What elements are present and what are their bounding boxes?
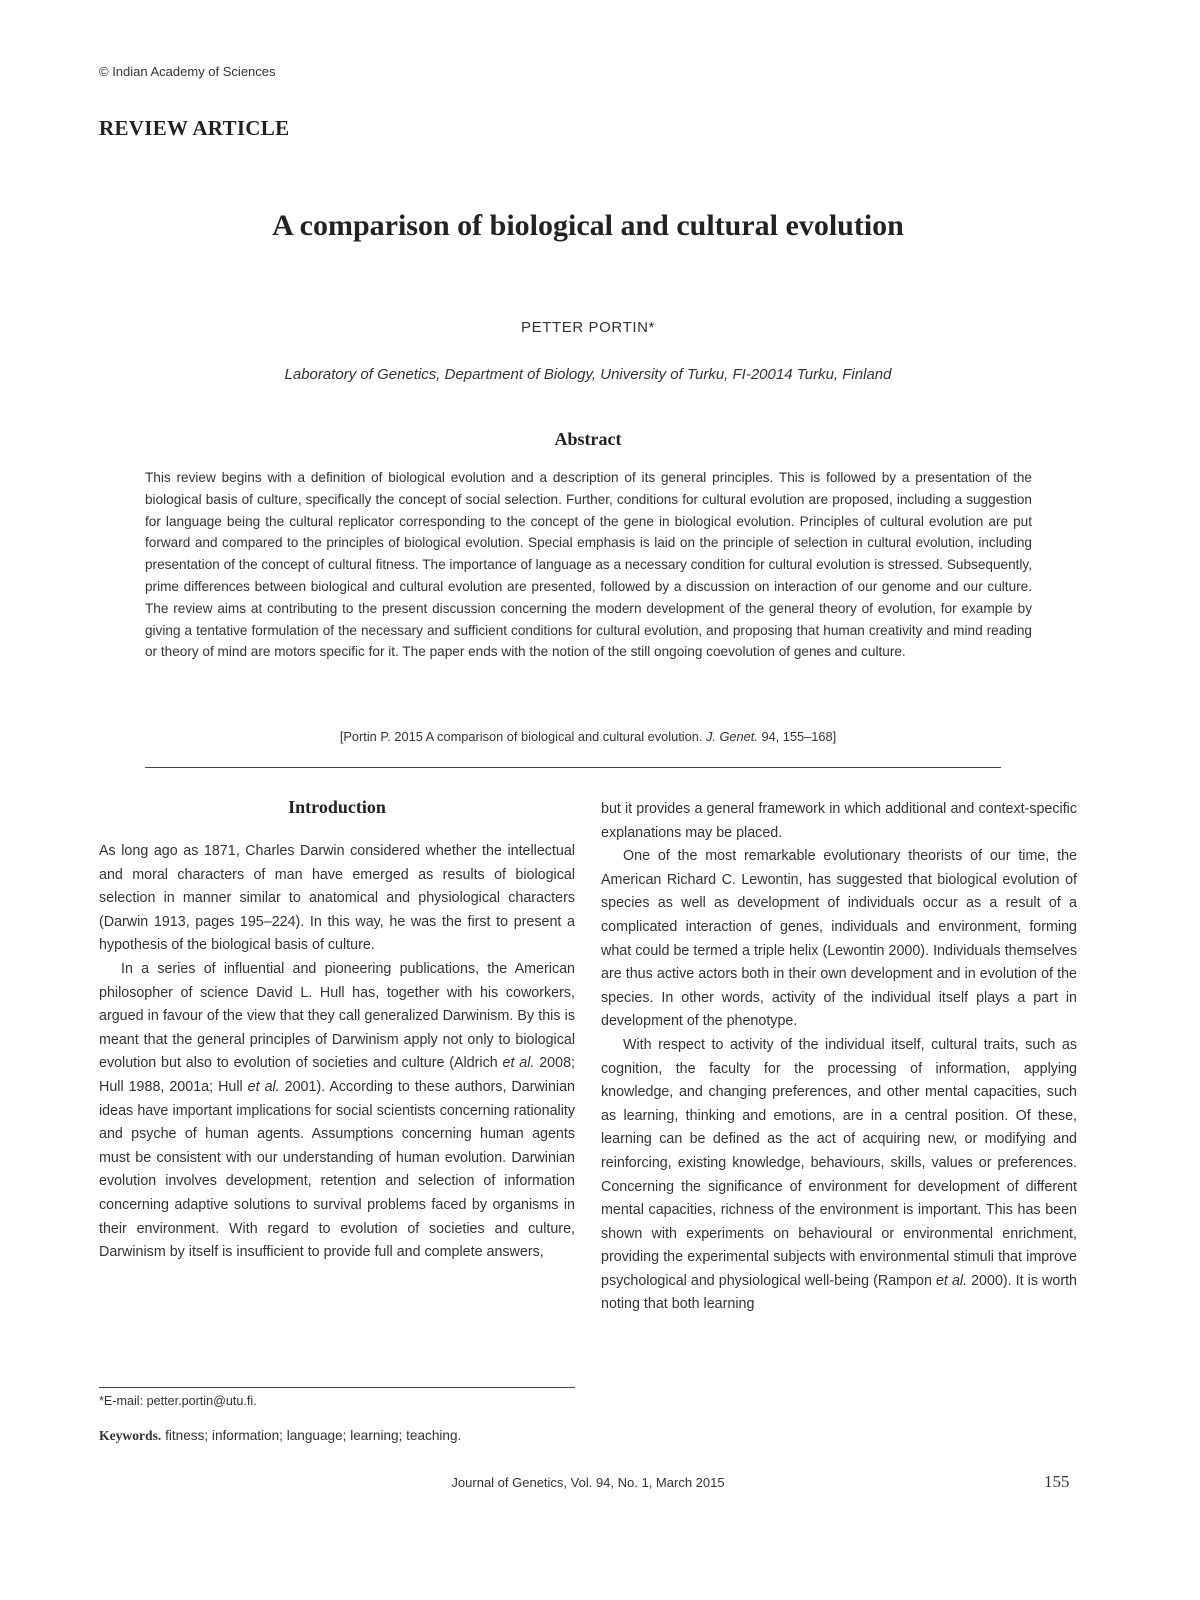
footnote-divider [99, 1387, 575, 1388]
paragraph [601, 1034, 1077, 1317]
paragraph: As long ago as 1871, Charles Darwin considered whether the intellectual and moral characters of man have emerged as results of biological selection in manner similar to anatomical and physiological characters (Darwin 1913, pages 195–224). In this way, he was the first to present a hypothesis of the biological basis of culture. [99, 843, 575, 954]
paragraph [99, 958, 575, 1265]
text-span: 2008; Hull 1988, 2001a; Hull [99, 1055, 576, 1095]
email-footnote: *E-mail: petter.portin@utu.fi. [99, 1394, 257, 1408]
et-al: et al. [935, 1272, 968, 1289]
et-al: et al. [502, 1055, 535, 1072]
section-heading-introduction: Introduction [288, 797, 386, 817]
divider [145, 767, 1001, 768]
text-span: In a series of influential and pioneering publications, the American philosopher of science David L. Hull has, together with his coworkers, argued in favour of the view that they call generalized Darwinism. By this is meant that the general principles of Darwinism apply not only to biological evolution but also to evolution of societies and culture (Aldrich [99, 960, 575, 1072]
journal-footer: Journal of Genetics, Vol. 94, No. 1, March 2015 [451, 1475, 725, 1490]
keywords-list: fitness; information; language; learning; teaching. [161, 1428, 462, 1443]
keywords [99, 1428, 461, 1444]
citation [0, 729, 1176, 744]
citation-post: 94, 155–168] [757, 729, 837, 744]
abstract-heading: Abstract [554, 429, 622, 449]
left-column [99, 840, 575, 1265]
citation-journal: J. Genet. [705, 729, 758, 744]
paper-title: A comparison of biological and cultural evolution [272, 209, 904, 242]
paragraph: but it provides a general framework in which additional and context-specific explanations may be placed. [601, 801, 1077, 841]
text-span: 2001). According to these authors, Darwinian ideas have important implications for social scientists concerning rationality and psyche of human agents. Assumptions concerning human agents must be consistent with our understanding of human evolution. Darwinian evolution involves development, retention and selection of information concerning adaptive solutions to survival problems faced by organisms in their environment. With regard to evolution of societies and culture, Darwinism by itself is insufficient to provide full and complete answers, [99, 1078, 575, 1261]
text-span: 2000). It is worth noting that both learning [601, 1272, 1078, 1313]
keywords-label: Keywords. [99, 1428, 162, 1443]
paragraph: One of the most remarkable evolutionary theorists of our time, the American Richard C. Lewontin, has suggested that biological evolution of species as well as development of individuals occur as a result of a complicated interaction of genes, individuals and environment, forming what could be termed a triple helix (Lewontin 2000). Individuals themselves are thus active actors both in their own development and in evolution of the species. In other words, activity of the individual itself plays a part in development of the phenotype. [601, 848, 1077, 1030]
text-span: With respect to activity of the individual itself, cultural traits, such as cognition, the faculty for the processing of information, applying knowledge, and changing preferences, and other mental capacities, such as learning, thinking and emotions, are in a central position. Of these, learning can be defined as the act of acquiring new, or modifying and reinforcing, existing knowledge, behaviours, skills, values or preferences. Concerning the significance of environment for development of different mental capacities, richness of the environment is important. This has been shown with experiments on behavioural or environmental enrichment, providing the experimental subjects with environmental stimuli that improve psychological and physiological well-being (Rampon [601, 1036, 1077, 1289]
et-al: et al. [247, 1078, 280, 1095]
abstract-text: This review begins with a definition of biological evolution and a description of its general principles. This is followed by a presentation of the biological basis of culture, specifically the concept of social selection. Further, conditions for cultural evolution are proposed, including a suggestion for language being the cultural replicator corresponding to the concept of the gene in biological evolution. Principles of cultural evolution are put forward and compared to the principles of biological evolution. Special emphasis is laid on the principle of selection in cultural evolution, including presentation of the concept of cultural fitness. The importance of language as a necessary condition for cultural evolution is stressed. Subsequently, prime differences between biological and cultural evolution are presented, followed by a discussion on interaction of our genome and our culture. The review aims at contributing to the present discussion concerning the modern development of the general theory of evolution, for example by giving a tentative formulation of the necessary and sufficient conditions for cultural evolution, and proposing that human creativity and mind reading or theory of mind are motors specific for it. The paper ends with the notion of the still ongoing coevolution of genes and culture. [145, 470, 1032, 660]
page-number: 155 [1044, 1472, 1070, 1491]
right-column [601, 798, 1077, 1317]
affiliation: Laboratory of Genetics, Department of Biology, University of Turku, FI-20014 Turku, Finland [284, 366, 892, 383]
author: PETTER PORTIN* [521, 319, 655, 336]
copyright-notice: © Indian Academy of Sciences [99, 64, 276, 79]
citation-pre: [Portin P. 2015 A comparison of biological and cultural evolution. [339, 729, 706, 744]
article-type: REVIEW ARTICLE [99, 116, 290, 140]
